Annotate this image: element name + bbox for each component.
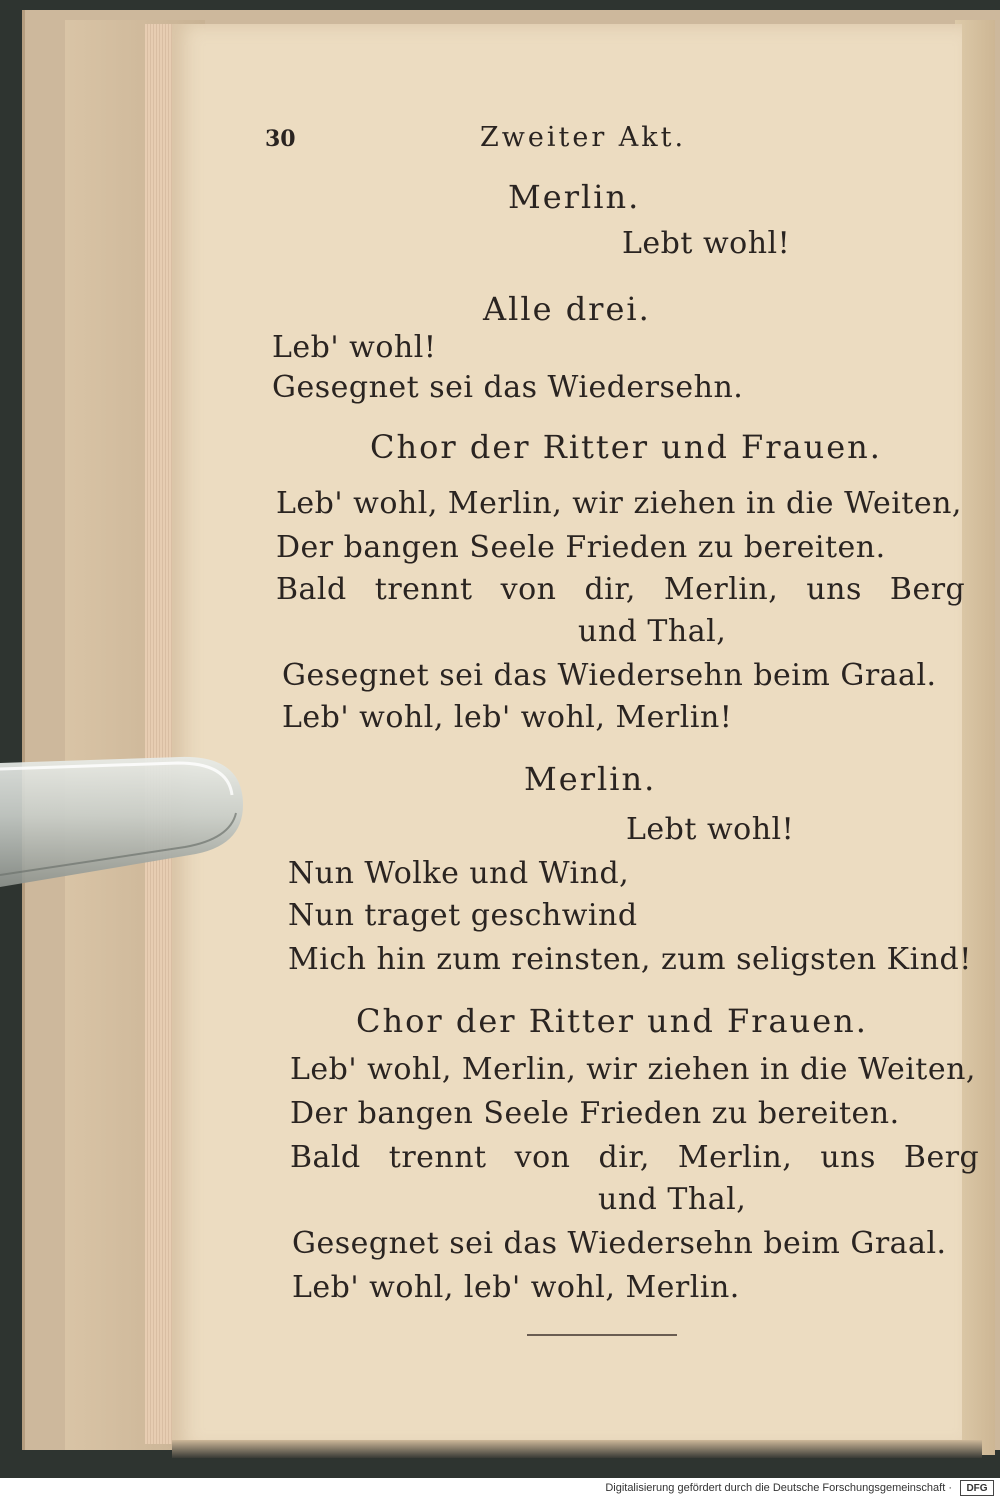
- speaker-heading: Merlin.: [524, 760, 657, 798]
- verse-line: Der bangen Seele Frieden zu bereiten.: [276, 530, 886, 565]
- speaker-heading: Merlin.: [508, 178, 641, 216]
- funding-notice: Digitalisierung gefördert durch die Deutsche Forschungsgemeinschaft ·: [605, 1482, 952, 1494]
- verse-line: und Thal,: [578, 614, 727, 649]
- verse-line: Leb' wohl, leb' wohl, Merlin.: [292, 1270, 740, 1305]
- verse-line: Der bangen Seele Frieden zu bereiten.: [290, 1096, 900, 1131]
- verse-line: Gesegnet sei das Wiedersehn beim Graal.: [292, 1226, 947, 1261]
- verse-line: Bald trennt von dir, Merlin, uns Berg: [290, 1140, 980, 1175]
- verse-line: Nun traget geschwind: [288, 898, 638, 933]
- footer-bar: [0, 1478, 1000, 1500]
- speaker-heading: Chor der Ritter und Frauen.: [356, 1002, 868, 1040]
- page-bottom-shadow: [172, 1440, 982, 1458]
- verse-line: Leb' wohl, leb' wohl, Merlin!: [282, 700, 733, 735]
- verse-line: Leb' wohl, Merlin, wir ziehen in die Weiten,: [276, 486, 962, 521]
- verse-line: Bald trennt von dir, Merlin, uns Berg: [276, 572, 966, 607]
- speaker-heading: Alle drei.: [483, 290, 651, 328]
- verse-line: Nun Wolke und Wind,: [288, 856, 630, 891]
- verse-line: und Thal,: [598, 1182, 747, 1217]
- page-number: 30: [265, 126, 296, 152]
- verse-line: Lebt wohl!: [622, 226, 791, 261]
- page-edges: [145, 24, 175, 1444]
- dfg-logo: DFG: [960, 1480, 994, 1496]
- glass-page-holder: [0, 755, 243, 890]
- verse-line: Gesegnet sei das Wiedersehn.: [272, 370, 744, 405]
- verse-line: Leb' wohl!: [272, 330, 437, 365]
- speaker-heading: Chor der Ritter und Frauen.: [370, 428, 882, 466]
- end-rule: [527, 1334, 677, 1336]
- verse-line: Mich hin zum reinsten, zum seligsten Kind!: [288, 942, 972, 977]
- verse-line: Leb' wohl, Merlin, wir ziehen in die Weiten,: [290, 1052, 976, 1087]
- running-head: Zweiter Akt.: [480, 122, 687, 153]
- verse-line: Lebt wohl!: [626, 812, 795, 847]
- verse-line: Gesegnet sei das Wiedersehn beim Graal.: [282, 658, 937, 693]
